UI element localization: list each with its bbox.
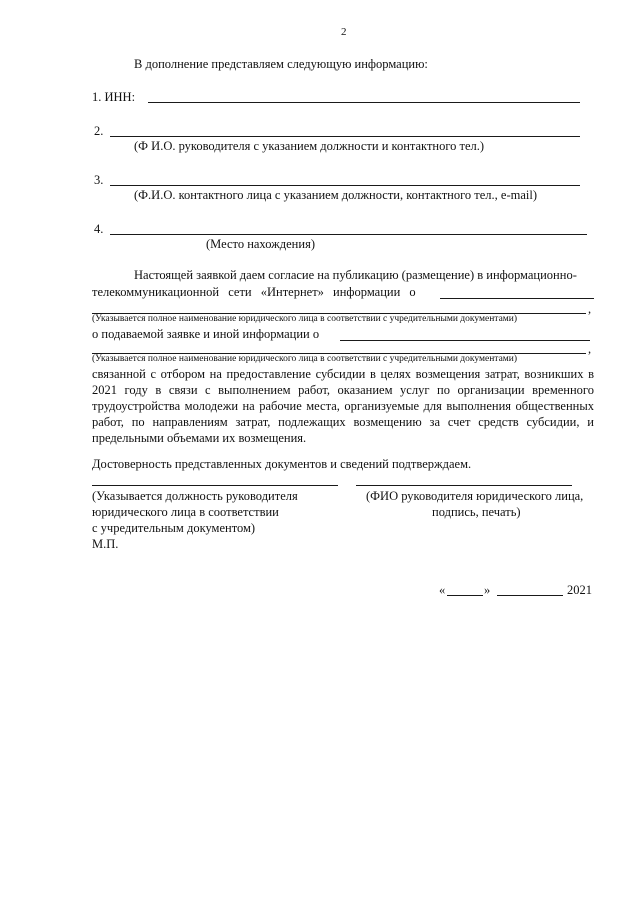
item3-number: 3. [94,173,104,187]
consent-caption-2: (Указывается полное наименование юридического лица в соответствии с учредительными документами) [92,354,518,364]
consent-org-field-1a[interactable] [440,298,594,299]
item4-field[interactable] [110,234,587,235]
consent-line-2: телекоммуникационной сети «Интернет» информации о [92,285,416,299]
item2-number: 2. [94,124,104,138]
consent-body: связанной с отбором на предоставление субсидии в целях возмещения затрат, возникших в 2021 году в связи с выполнением работ, оказанием услуг по организации временного трудоустройства молодежи на рабочие места, организуемые для выполнения общественных работ, по направлениям затрат, подлежащих возмещению за счет средств субсидии, и предельными объемами их возмещения. [92,367,594,445]
inn-field[interactable] [148,102,580,103]
date-year: 2021 [567,583,592,597]
consent-line-3: о подаваемой заявке и иной информации о [92,327,320,341]
director-caption-1: (ФИО руководителя юридического лица, [366,489,584,503]
consent-caption-1: (Указывается полное наименование юридического лица в соответствии с учредительными документами) [92,314,518,324]
consent-comma-1: , [588,302,592,316]
consent-line-1: Настоящей заявкой даем согласие на публикацию (размещение) в информационно- [134,268,577,282]
date-month-field[interactable] [497,595,563,596]
date-open-quote: « [439,583,446,597]
item2-field[interactable] [110,136,580,137]
director-signature-line[interactable] [356,485,572,486]
date-close-quote: » [484,583,491,597]
intro-text: В дополнение представляем следующую информацию: [134,57,428,71]
item3-field[interactable] [110,185,580,186]
consent-comma-2: , [588,342,592,356]
inn-label: 1. ИНН: [92,90,136,104]
position-caption-2: юридического лица в соответствии [92,505,279,519]
item4-number: 4. [94,222,104,236]
item3-caption: (Ф.И.О. контактного лица с указанием должности, контактного тел., e-mail) [134,188,538,202]
position-caption-3: с учредительным документом) [92,521,256,535]
item2-caption: (Ф И.О. руководителя с указанием должности и контактного тел.) [134,139,485,153]
stamp-place-label: М.П. [92,537,119,551]
page-number: 2 [341,26,347,38]
position-signature-line[interactable] [92,485,338,486]
director-caption-2: подпись, печать) [432,505,521,519]
position-caption-1: (Указывается должность руководителя [92,489,298,503]
consent-org-field-2a[interactable] [340,340,590,341]
item4-caption: (Место нахождения) [206,237,315,251]
confirmation-text: Достоверность представленных документов и сведений подтверждаем. [92,457,472,471]
date-day-field[interactable] [447,595,483,596]
